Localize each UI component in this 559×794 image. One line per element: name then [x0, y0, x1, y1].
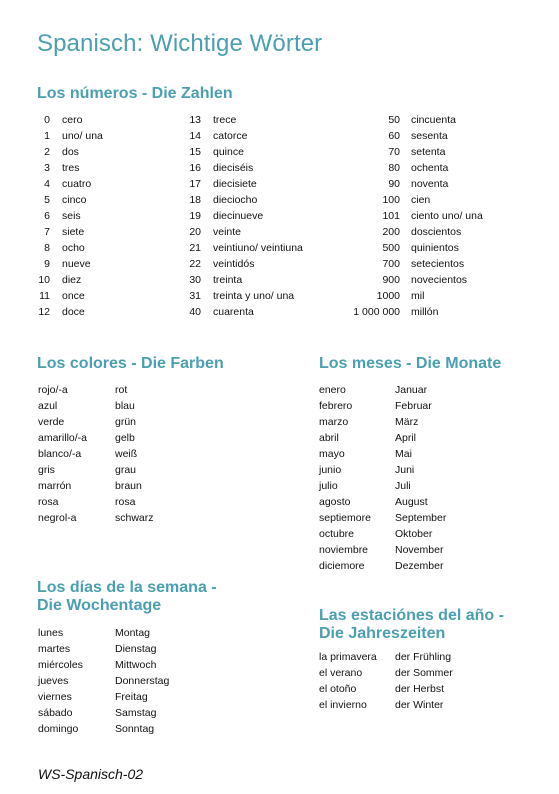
number-word: ciento uno/ una	[411, 210, 483, 222]
colors-spanish: blanco/-a	[38, 448, 82, 460]
months-german: Dezember	[395, 560, 444, 572]
colors-german: braun	[115, 480, 142, 492]
number-digit: 700	[382, 258, 400, 270]
number-word: tres	[62, 162, 80, 174]
number-word: novecientos	[411, 274, 468, 286]
colors-spanish: azul	[38, 400, 58, 412]
number-word: dieciséis	[213, 162, 254, 174]
number-word: millón	[411, 306, 439, 318]
number-word: cero	[62, 114, 83, 126]
months-spanish: octubre	[319, 528, 355, 540]
seasons-german: der Herbst	[395, 683, 445, 695]
seasons-german: der Winter	[395, 699, 444, 711]
page-title: Spanisch: Wichtige Wörter	[37, 30, 323, 57]
months-german: März	[395, 416, 419, 428]
days-spanish: miércoles	[38, 659, 83, 671]
number-digit: 7	[44, 226, 50, 238]
months-spanish: febrero	[319, 400, 353, 412]
number-word: dos	[62, 146, 79, 158]
months-german: Mai	[395, 448, 412, 460]
number-digit: 1 000 000	[353, 306, 400, 318]
number-word: quince	[213, 146, 244, 158]
number-word: cien	[411, 194, 431, 206]
days-spanish: jueves	[38, 675, 69, 687]
number-digit: 50	[388, 114, 400, 126]
number-digit: 17	[189, 178, 201, 190]
number-digit: 0	[44, 114, 50, 126]
number-digit: 30	[189, 274, 201, 286]
number-word: ochenta	[411, 162, 449, 174]
number-word: veintiuno/ veintiuna	[213, 242, 303, 254]
months-german: Oktober	[395, 528, 433, 540]
months-german: Juli	[395, 480, 411, 492]
days-heading-line2: Die Wochentage	[37, 597, 162, 614]
seasons-german: der Frühling	[395, 651, 452, 663]
number-word: cincuenta	[411, 114, 456, 126]
number-word: diez	[62, 274, 82, 286]
seasons-heading-line2: Die Jahreszeiten	[319, 625, 446, 642]
seasons-german: der Sommer	[395, 667, 453, 679]
number-digit: 12	[38, 306, 50, 318]
days-german: Freitag	[115, 691, 148, 703]
colors-spanish: negrol-a	[38, 512, 77, 524]
months-heading: Los meses - Die Monate	[319, 355, 502, 372]
number-word: cuarenta	[213, 306, 254, 318]
number-word: dieciocho	[213, 194, 258, 206]
days-german: Donnerstag	[115, 675, 170, 687]
months-spanish: diciemore	[319, 560, 365, 572]
number-digit: 19	[189, 210, 201, 222]
number-digit: 10	[38, 274, 50, 286]
number-digit: 11	[39, 290, 50, 302]
number-digit: 18	[189, 194, 201, 206]
number-word: doscientos	[411, 226, 462, 238]
number-word: setenta	[411, 146, 446, 158]
number-digit: 2	[44, 146, 50, 158]
days-heading-line1: Los días de la semana -	[37, 579, 217, 596]
number-digit: 22	[189, 258, 201, 270]
numbers-heading: Los números - Die Zahlen	[37, 85, 233, 102]
colors-spanish: rojo/-a	[38, 384, 68, 396]
number-word: diecinueve	[213, 210, 264, 222]
months-german: Januar	[395, 384, 428, 396]
number-digit: 8	[44, 242, 50, 254]
number-digit: 70	[388, 146, 400, 158]
number-digit: 14	[189, 130, 201, 142]
days-german: Montag	[115, 627, 151, 639]
number-word: veinte	[213, 226, 242, 238]
number-digit: 80	[388, 162, 400, 174]
colors-german: blau	[115, 400, 135, 412]
number-digit: 500	[382, 242, 400, 254]
number-word: uno/ una	[62, 130, 103, 142]
number-digit: 4	[44, 178, 50, 190]
colors-german: rosa	[115, 496, 136, 508]
number-digit: 13	[189, 114, 201, 126]
days-german: Sonntag	[115, 723, 155, 735]
number-digit: 31	[189, 290, 201, 302]
seasons-spanish: el verano	[319, 667, 363, 679]
days-german: Dienstag	[115, 643, 157, 655]
number-word: veintidós	[213, 258, 255, 270]
number-word: once	[62, 290, 85, 302]
number-digit: 6	[44, 210, 50, 222]
number-digit: 90	[388, 178, 400, 190]
number-word: cuatro	[62, 178, 92, 190]
colors-spanish: verde	[38, 416, 65, 428]
number-digit: 200	[382, 226, 400, 238]
months-german: Februar	[395, 400, 432, 412]
number-digit: 100	[382, 194, 400, 206]
days-german: Mittwoch	[115, 659, 157, 671]
number-digit: 15	[189, 146, 201, 158]
number-word: catorce	[213, 130, 248, 142]
number-word: trece	[213, 114, 237, 126]
number-digit: 60	[388, 130, 400, 142]
days-spanish: lunes	[38, 627, 64, 639]
number-word: sesenta	[411, 130, 448, 142]
colors-german: rot	[115, 384, 128, 396]
days-spanish: sábado	[38, 707, 73, 719]
number-digit: 1000	[376, 290, 400, 302]
colors-spanish: rosa	[38, 496, 59, 508]
days-german: Samstag	[115, 707, 157, 719]
number-digit: 101	[382, 210, 400, 222]
number-word: seis	[62, 210, 81, 222]
number-word: siete	[62, 226, 85, 238]
months-german: Juni	[395, 464, 415, 476]
months-spanish: enero	[319, 384, 346, 396]
number-word: diecisiete	[213, 178, 257, 190]
number-word: nueve	[62, 258, 91, 270]
months-german: April	[395, 432, 417, 444]
number-word: noventa	[411, 178, 449, 190]
colors-german: grau	[115, 464, 137, 476]
seasons-spanish: la primavera	[319, 651, 377, 663]
colors-spanish: gris	[38, 464, 55, 476]
number-digit: 3	[44, 162, 50, 174]
number-word: treinta	[213, 274, 243, 286]
number-word: setecientos	[411, 258, 465, 270]
number-word: mil	[411, 290, 425, 302]
days-spanish: viernes	[38, 691, 72, 703]
number-digit: 20	[189, 226, 201, 238]
months-spanish: agosto	[319, 496, 351, 508]
colors-spanish: marrón	[38, 480, 72, 492]
colors-german: weiß	[115, 448, 138, 460]
worksheet-code: WS-Spanisch-02	[38, 766, 144, 782]
seasons-spanish: el otoño	[319, 683, 357, 695]
months-spanish: junio	[319, 464, 342, 476]
colors-german: gelb	[115, 432, 135, 444]
months-german: November	[395, 544, 444, 556]
number-word: treinta y uno/ una	[213, 290, 295, 302]
months-spanish: noviembre	[319, 544, 369, 556]
number-word: cinco	[62, 194, 87, 206]
number-word: ocho	[62, 242, 85, 254]
seasons-heading-line1: Las estaciónes del año -	[319, 607, 504, 624]
colors-german: grün	[115, 416, 137, 428]
colors-heading: Los colores - Die Farben	[37, 355, 224, 372]
number-digit: 1	[44, 130, 50, 142]
number-digit: 5	[44, 194, 50, 206]
days-spanish: martes	[38, 643, 71, 655]
days-spanish: domingo	[38, 723, 79, 735]
number-digit: 9	[44, 258, 50, 270]
months-spanish: julio	[319, 480, 338, 492]
months-spanish: marzo	[319, 416, 349, 428]
number-word: doce	[62, 306, 85, 318]
colors-spanish: amarillo/-a	[38, 432, 88, 444]
number-word: quinientos	[411, 242, 459, 254]
number-digit: 40	[189, 306, 201, 318]
months-spanish: mayo	[319, 448, 345, 460]
colors-german: schwarz	[115, 512, 154, 524]
months-spanish: abril	[319, 432, 339, 444]
number-digit: 16	[189, 162, 201, 174]
months-german: August	[395, 496, 428, 508]
months-german: September	[395, 512, 447, 524]
number-digit: 900	[382, 274, 400, 286]
months-spanish: septiemore	[319, 512, 371, 524]
number-digit: 21	[189, 242, 201, 254]
seasons-spanish: el invierno	[319, 699, 367, 711]
